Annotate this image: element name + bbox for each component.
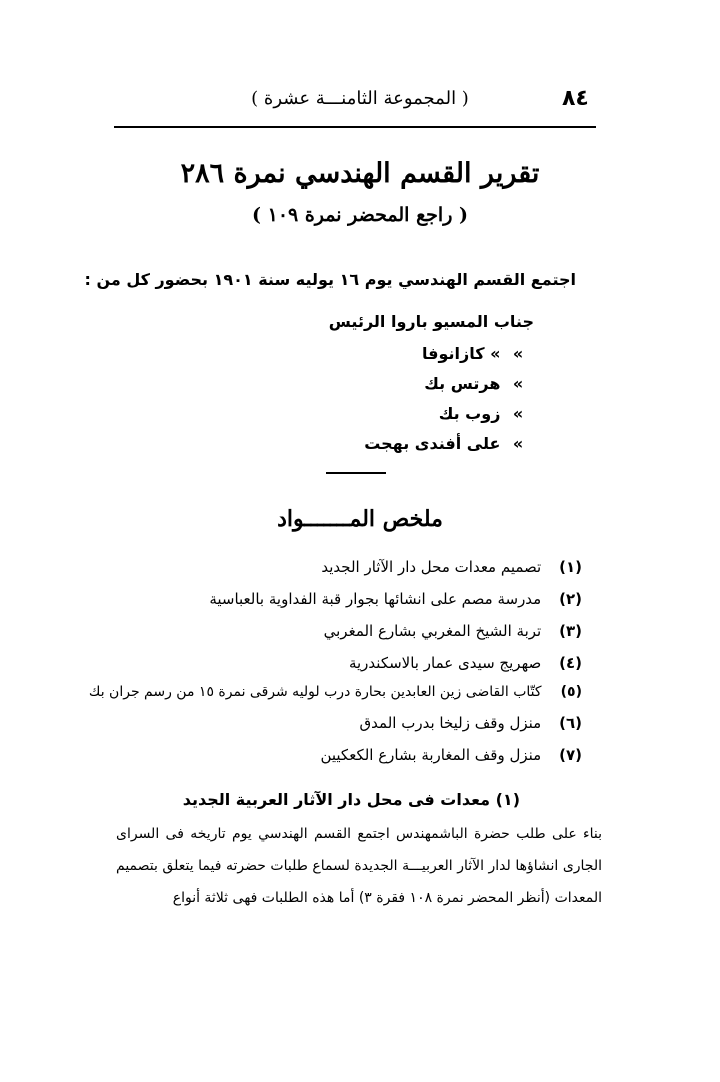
summary-item xyxy=(360,714,582,732)
item-text: كتّاب القاضى زين العابدين بحارة درب لوليه شرقى نمرة ١٥ من رسم جران بك xyxy=(88,684,542,700)
summary-item xyxy=(89,684,582,700)
attendee-name: » كازانوفا xyxy=(421,344,501,363)
item-number: (٣) xyxy=(559,622,582,640)
item-number: (٢) xyxy=(559,590,582,608)
section-heading: (١) معدات فى محل دار الآثار العربية الجديد xyxy=(182,790,520,809)
report-title: تقرير القسم الهندسي نمرة ٢٨٦ xyxy=(180,158,540,189)
report-subtitle: ( راجع المحضر نمرة ١٠٩ ) xyxy=(252,204,468,226)
item-text: تصميم معدات محل دار الآثار الجديد xyxy=(321,558,542,576)
item-number: (٥) xyxy=(560,684,582,700)
summary-item xyxy=(321,558,582,576)
attendee-row xyxy=(424,374,530,393)
item-number: (١) xyxy=(559,558,582,576)
attendee-prefix: » xyxy=(512,404,524,423)
item-text: مدرسة مصم على انشائها بجوار قبة الفداوية بالعباسية xyxy=(209,590,542,608)
summary-item xyxy=(349,654,582,672)
item-text: صهريج سيدى عمار بالاسكندرية xyxy=(348,654,542,672)
meeting-intro: اجتمع القسم الهندسي يوم ١٦ يوليه سنة ١٩٠١ بحضور كل من : xyxy=(84,270,576,289)
paragraph-line: الجارى انشاؤها لدار الآثار العربيـــة الجديدة لسماع طلبات حضرته فيما يتعلق بتصميم xyxy=(116,858,602,874)
page-number: ٨٤ xyxy=(562,86,589,111)
attendee-name: زوب بك xyxy=(438,404,501,423)
section-divider xyxy=(326,472,386,474)
summary-item xyxy=(324,622,582,640)
attendee-name: المسيو باروا الرئيس xyxy=(328,312,489,331)
paragraph-line: بناء على طلب حضرة الباشمهندس اجتمع القسم الهندسي يوم تاريخه فى السراى xyxy=(116,826,602,842)
item-number: (٧) xyxy=(559,746,582,764)
attendee-row xyxy=(439,404,530,423)
item-text: منزل وقف زليخا بدرب المدق xyxy=(359,714,542,732)
attendee-name: على أفندى بهجت xyxy=(364,434,501,453)
attendee-prefix: » xyxy=(512,374,524,393)
item-number: (٤) xyxy=(559,654,582,672)
summary-title: ملخص المـــــــواد xyxy=(277,506,443,532)
item-text: منزل وقف المغاربة بشارع الكعكيين xyxy=(320,746,542,764)
running-head: ( المجموعة الثامنـــة عشرة ) xyxy=(251,88,469,109)
item-number: (٦) xyxy=(559,714,582,732)
attendee-row xyxy=(329,312,534,331)
attendee-prefix: جناب xyxy=(493,312,534,331)
attendee-prefix: » xyxy=(512,434,524,453)
attendee-prefix: » xyxy=(512,344,524,363)
summary-item xyxy=(320,746,582,764)
header-rule xyxy=(114,126,596,128)
attendee-name: هرتس بك xyxy=(424,374,501,393)
summary-item xyxy=(209,590,582,608)
attendee-row xyxy=(422,344,530,363)
item-text: تربة الشيخ المغربي بشارع المغربي xyxy=(323,622,542,640)
attendee-row xyxy=(364,434,530,453)
paragraph-line: المعدات (أنظر المحضر نمرة ١٠٨ فقرة ٣) أما هذه الطلبات فهى ثلاثة أنواع xyxy=(172,890,602,906)
